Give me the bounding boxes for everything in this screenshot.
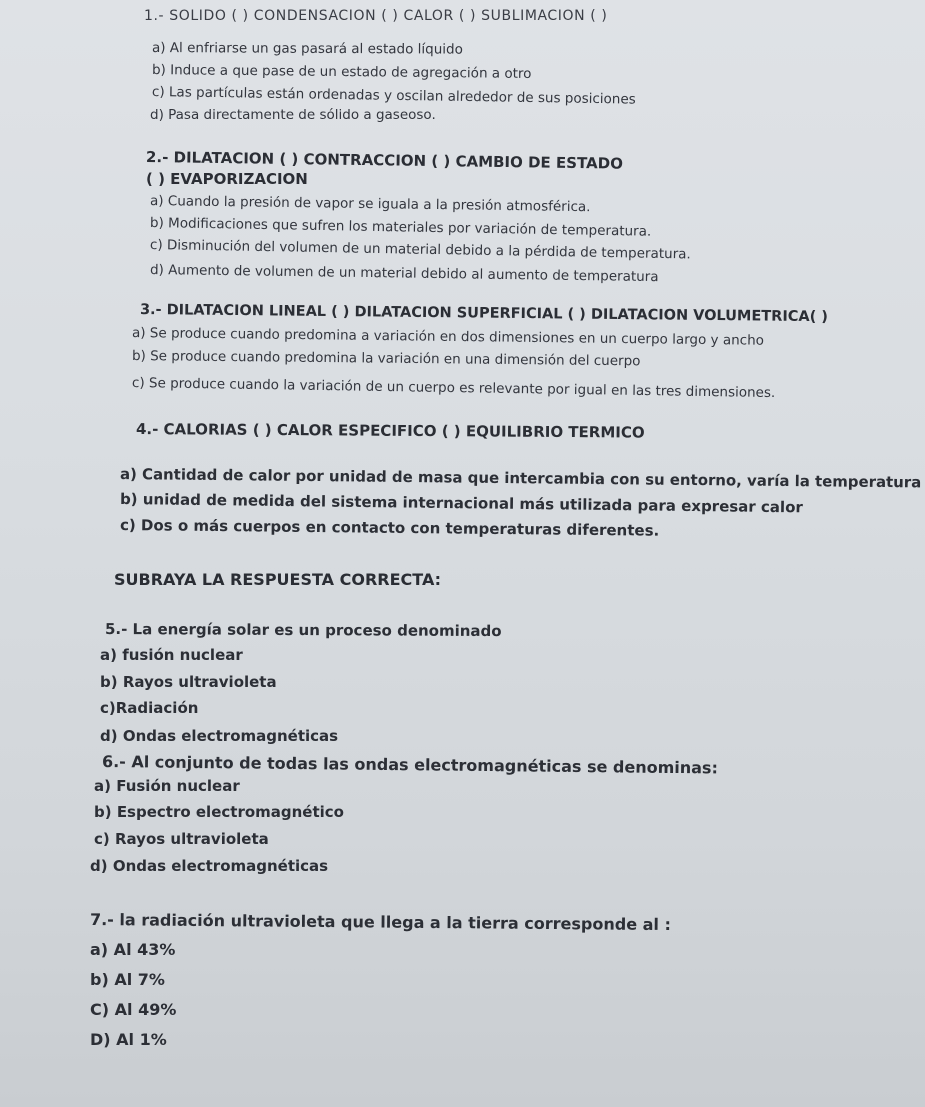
- q3-header: 3.- DILATACION LINEAL ( ) DILATACION SUPERFICIAL ( ) DILATACION VOLUMETRICA( ): [139, 302, 828, 326]
- q7-option-b: b) Al 7%: [90, 970, 165, 989]
- q6-option-d: d) Ondas electromagnéticas: [90, 857, 329, 875]
- instruction-heading: SUBRAYA LA RESPUESTA CORRECTA:: [114, 570, 442, 589]
- q1-option-a: a) Al enfriarse un gas pasará al estado líquido: [151, 40, 463, 58]
- q5-option-d: d) Ondas electromagnéticas: [100, 727, 339, 745]
- q2-option-d: d) Aumento de volumen de un material debido al aumento de temperatura: [149, 262, 659, 286]
- q4-option-c: c) Dos o más cuerpos en contacto con temperaturas diferentes.: [119, 516, 660, 540]
- q3-option-a: a) Se produce cuando predomina a variación en dos dimensiones en un cuerpo largo y ancho: [131, 325, 765, 349]
- q5-question: 5.- La energía solar es un proceso denominado: [104, 620, 502, 641]
- q4-header: 4.- CALORIAS ( ) CALOR ESPECIFICO ( ) EQUILIBRIO TERMICO: [135, 420, 645, 442]
- q6-option-c: c) Rayos ultravioleta: [94, 830, 269, 848]
- q1-option-d: d) Pasa directamente de sólido a gaseoso.: [150, 107, 436, 123]
- q2-option-c: c) Disminución del volumen de un material debido a la pérdida de temperatura.: [149, 237, 691, 263]
- q2-header-line2: ( ) EVAPORIZACION: [146, 170, 308, 188]
- q7-option-d: D) Al 1%: [90, 1030, 167, 1049]
- q3-option-c: c) Se produce cuando la variación de un cuerpo es relevante por igual en las tres dimensiones.: [131, 375, 776, 402]
- q2-option-a: a) Cuando la presión de vapor se iguala a la presión atmosférica.: [149, 193, 591, 216]
- q2-header-line1: 2.- DILATACION ( ) CONTRACCION ( ) CAMBIO DE ESTADO: [145, 148, 624, 173]
- q7-question: 7.- la radiación ultravioleta que llega a la tierra corresponde al :: [89, 910, 671, 935]
- q3-option-b: b) Se produce cuando predomina la variación en una dimensión del cuerpo: [131, 348, 641, 370]
- q4-option-b: b) unidad de medida del sistema internacional más utilizada para expresar calor: [119, 490, 803, 517]
- q5-option-a: a) fusión nuclear: [100, 646, 243, 664]
- q2-option-b: b) Modificaciones que sufren los materiales por variación de temperatura.: [149, 215, 652, 240]
- q6-option-b: b) Espectro electromagnético: [94, 803, 344, 821]
- q1-header: 1.- SOLIDO ( ) CONDENSACION ( ) CALOR ( ) SUBLIMACION ( ): [144, 8, 608, 24]
- q6-question: 6.- Al conjunto de todas las ondas electromagnéticas se denominas:: [101, 752, 719, 778]
- q4-option-a: a) Cantidad de calor por unidad de masa que intercambia con su entorno, varía la temperatura: [119, 465, 922, 492]
- q7-option-c: C) Al 49%: [90, 1000, 177, 1019]
- q5-option-b: b) Rayos ultravioleta: [100, 673, 277, 691]
- q6-option-a: a) Fusión nuclear: [94, 777, 240, 795]
- q1-option-b: b) Induce a que pase de un estado de agregación a otro: [151, 62, 532, 82]
- q7-option-a: a) Al 43%: [90, 940, 176, 959]
- q5-option-c: c)Radiación: [100, 699, 199, 717]
- q1-option-c: c) Las partículas están ordenadas y oscilan alrededor de sus posiciones: [151, 84, 636, 108]
